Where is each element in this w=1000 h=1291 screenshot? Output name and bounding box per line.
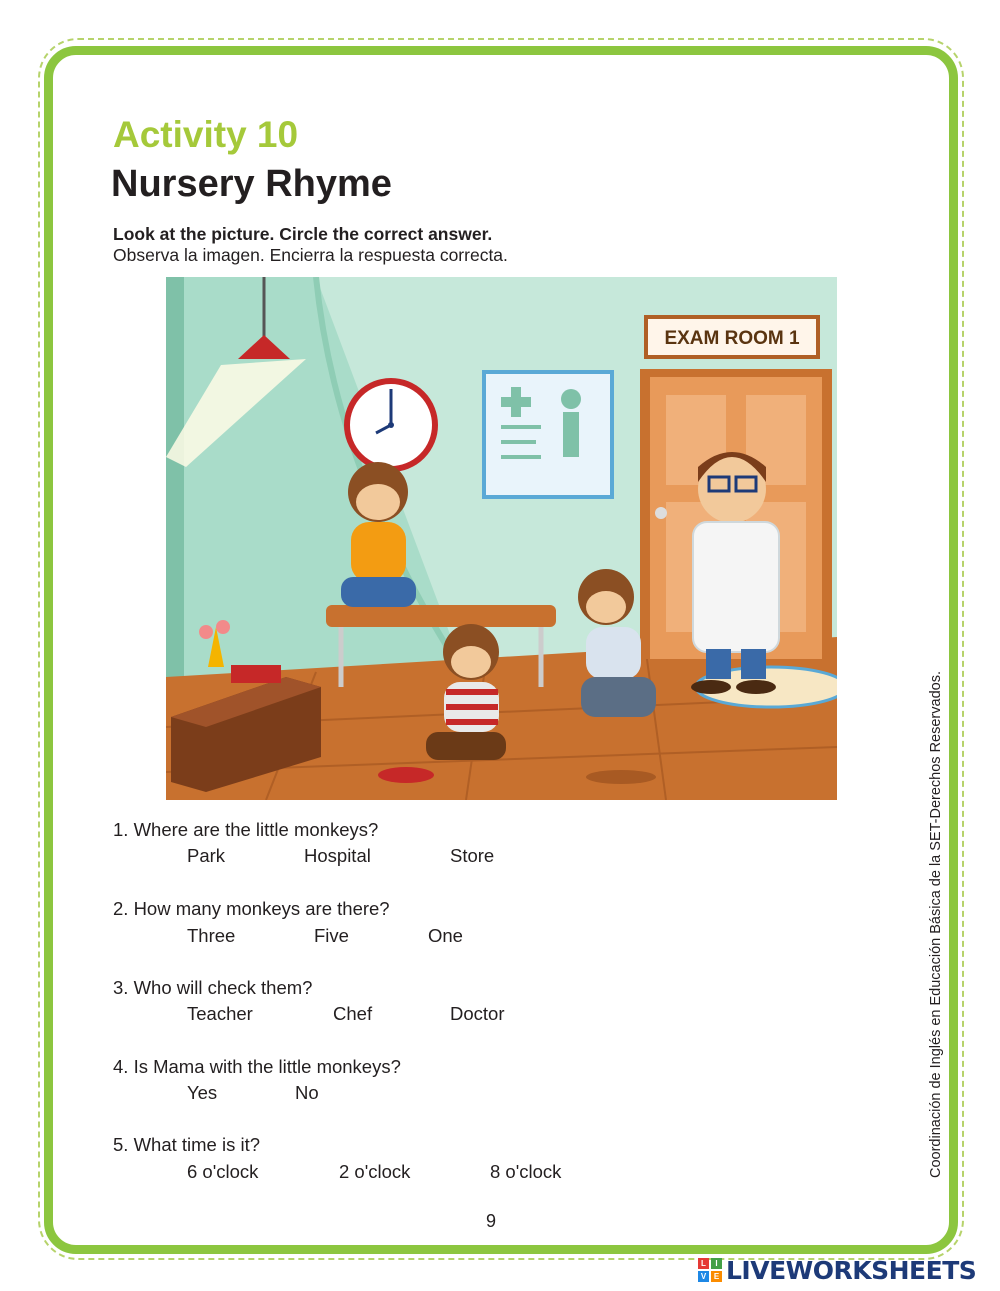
- logo-letter-e: E: [711, 1271, 722, 1282]
- q3-option-chef[interactable]: Chef: [333, 1003, 373, 1024]
- instructions-english: Look at the picture. Circle the correct answer.: [113, 224, 493, 244]
- question-3: 3. Who will check them?: [113, 977, 313, 998]
- logo-letter-i: I: [711, 1258, 722, 1269]
- q1-option-hospital[interactable]: Hospital: [304, 845, 371, 866]
- logo-letter-l: L: [698, 1258, 709, 1269]
- q5-option-2-oclock[interactable]: 2 o'clock: [339, 1161, 411, 1182]
- q2-option-one[interactable]: One: [428, 925, 463, 946]
- page-number: 9: [486, 1211, 497, 1231]
- q3-option-doctor[interactable]: Doctor: [450, 1003, 505, 1024]
- activity-label: Activity 10: [113, 114, 299, 155]
- q4-option-no[interactable]: No: [295, 1082, 319, 1103]
- logo-grid-icon: [698, 1258, 722, 1282]
- door-sign-text: EXAM ROOM 1: [664, 328, 800, 349]
- q5-option-6-oclock[interactable]: 6 o'clock: [187, 1161, 259, 1182]
- clock: [347, 381, 435, 469]
- liveworksheets-logo: [698, 1255, 976, 1285]
- logo-letter-v: V: [698, 1271, 709, 1282]
- q2-option-five[interactable]: Five: [314, 925, 349, 946]
- monkey-on-bed: [341, 462, 416, 607]
- hospital-illustration: [166, 277, 837, 800]
- q5-option-8-oclock[interactable]: 8 o'clock: [490, 1161, 562, 1182]
- instructions-spanish: Observa la imagen. Encierra la respuesta correcta.: [113, 245, 508, 265]
- medical-poster: [484, 372, 612, 497]
- page-title: Nursery Rhyme: [111, 163, 392, 205]
- q3-option-teacher[interactable]: Teacher: [187, 1003, 253, 1024]
- brand-name: LIVEWORKSHEETS: [726, 1255, 977, 1285]
- question-1: 1. Where are the little monkeys?: [113, 819, 379, 840]
- question-5: 5. What time is it?: [113, 1134, 261, 1155]
- door-sign: [646, 317, 818, 357]
- question-4: 4. Is Mama with the little monkeys?: [113, 1056, 401, 1077]
- q1-option-store[interactable]: Store: [450, 845, 495, 866]
- question-2: 2. How many monkeys are there?: [113, 898, 390, 919]
- q4-option-yes[interactable]: Yes: [187, 1082, 218, 1103]
- copyright-note: Coordinación de Inglés en Educación Básica de la SET-Derechos Reservados.: [928, 671, 944, 1178]
- q1-option-park[interactable]: Park: [187, 845, 226, 866]
- q2-option-three[interactable]: Three: [187, 925, 236, 946]
